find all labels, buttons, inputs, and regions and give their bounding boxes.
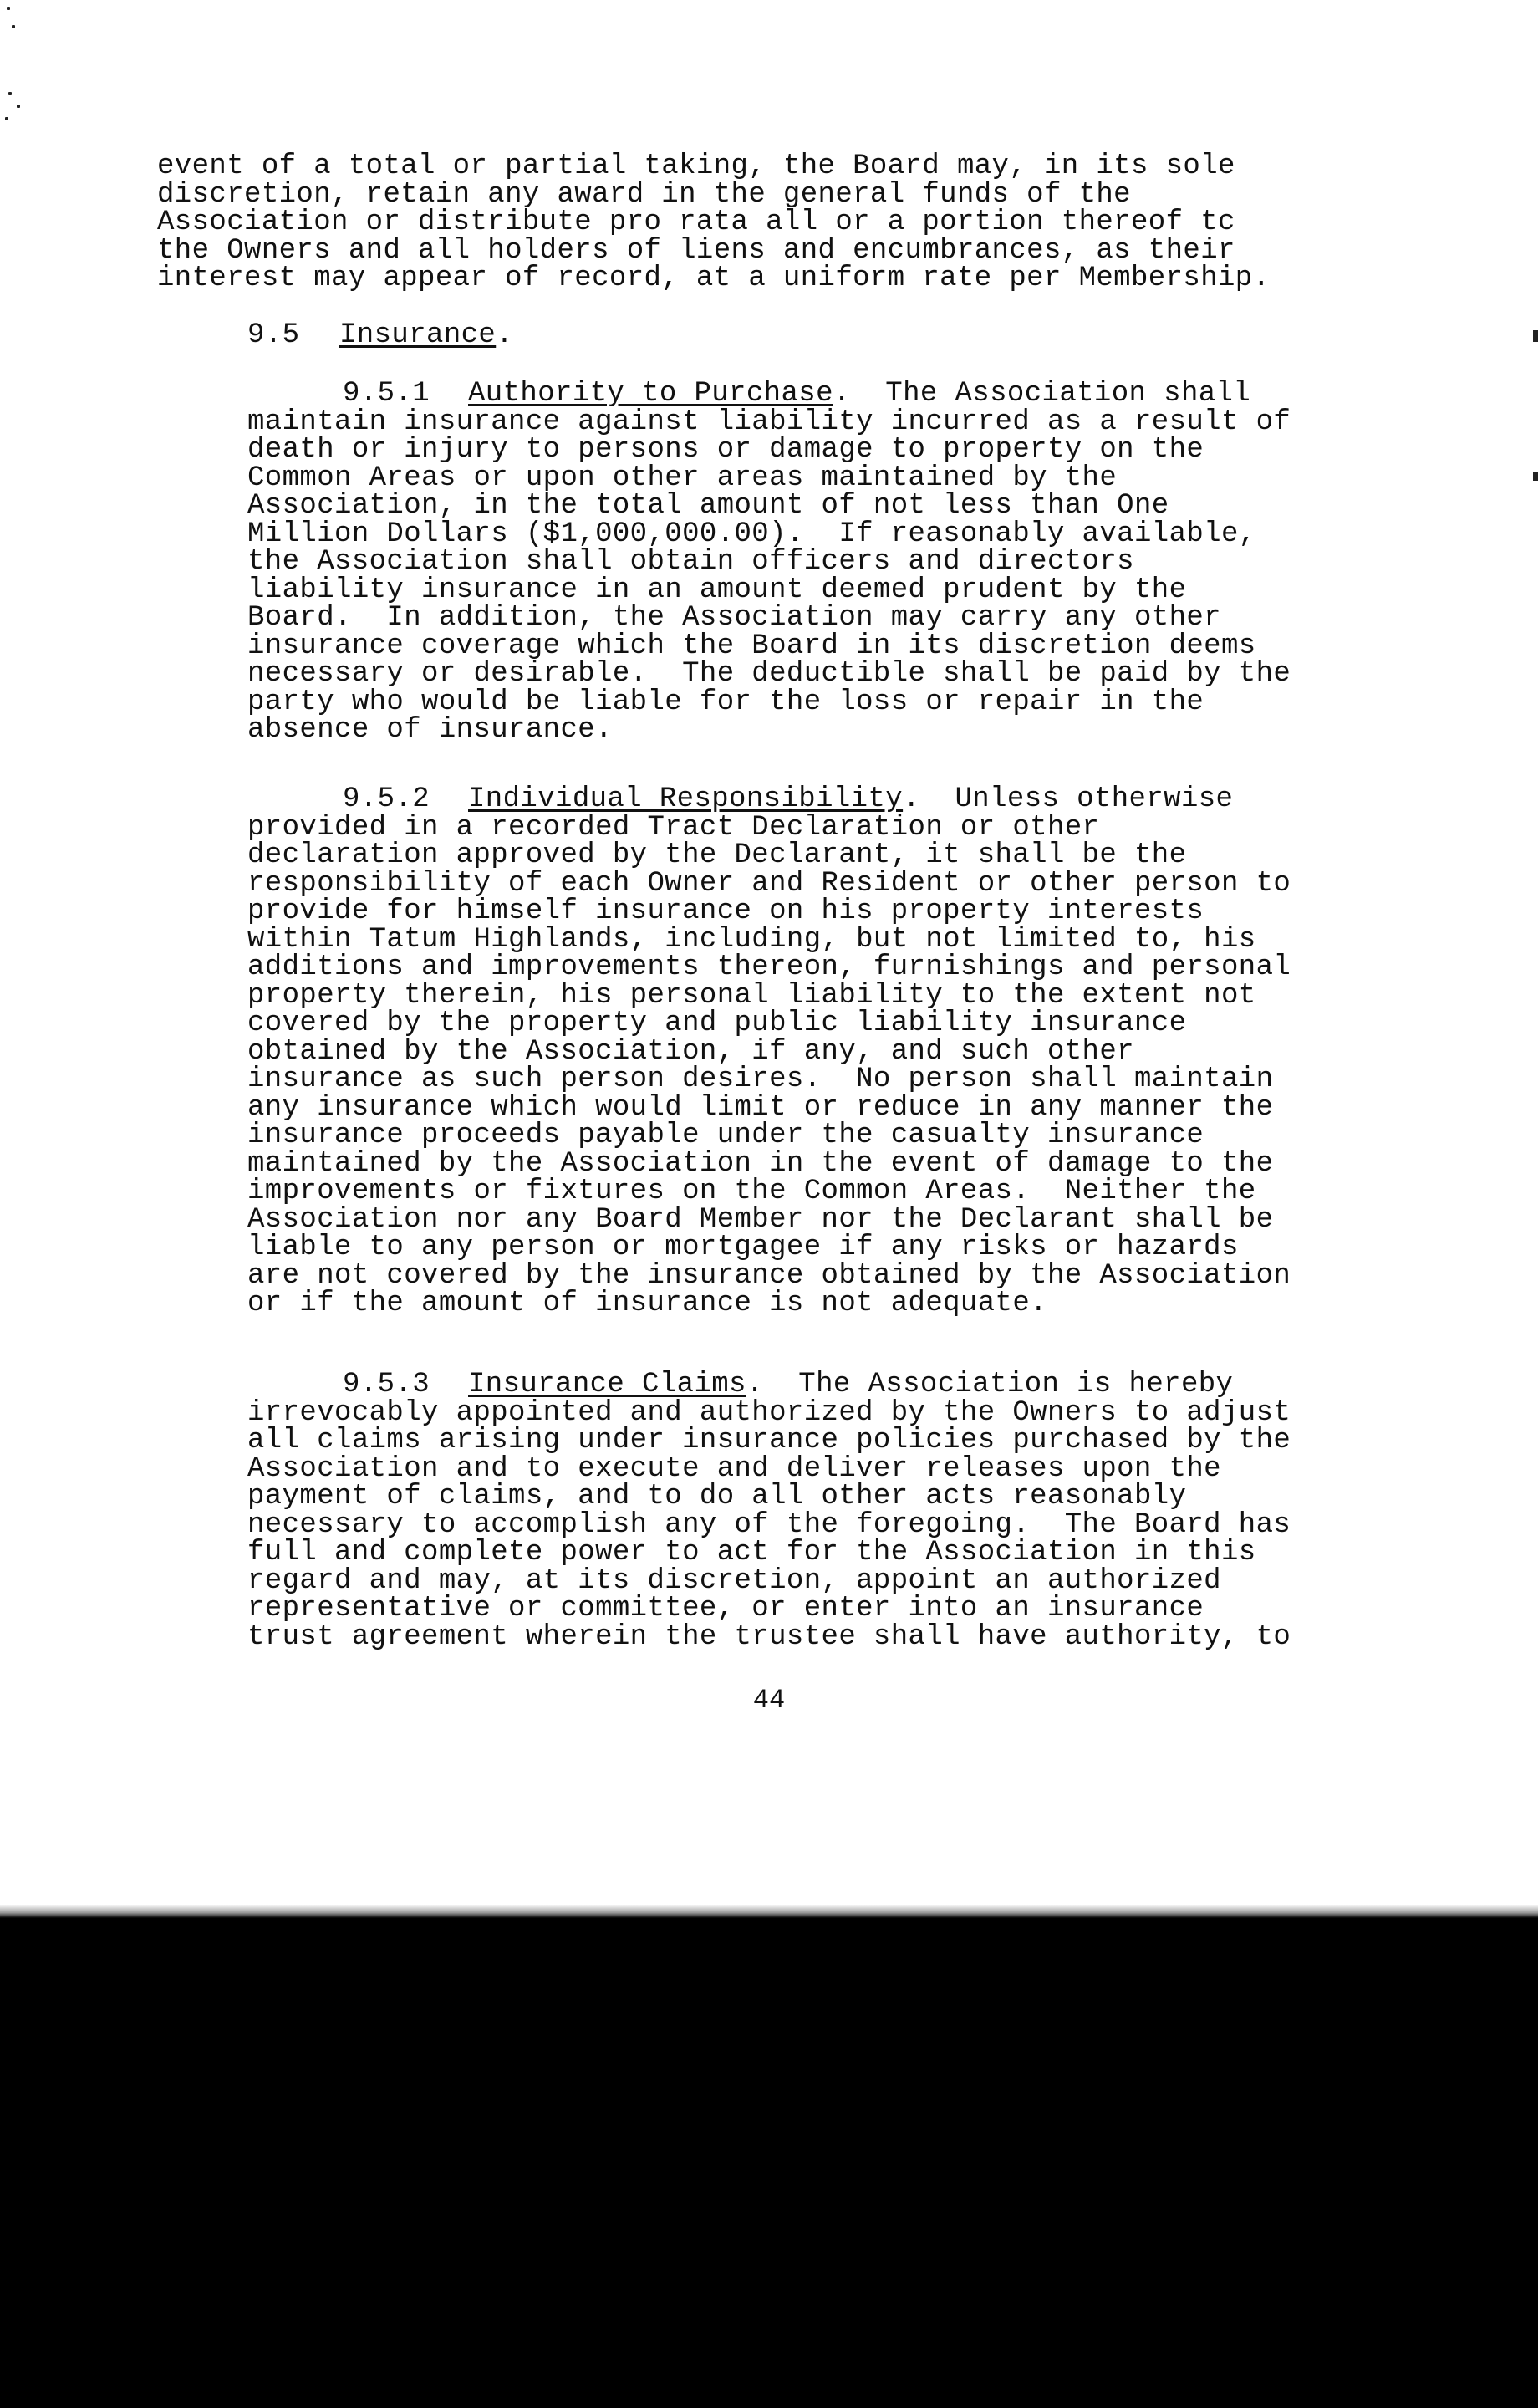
text-line: payment of claims, and to do all other acts reasonably [247, 1481, 1187, 1513]
text-line: property therein, his personal liability to the extent not [247, 979, 1256, 1012]
scan-speck [17, 105, 20, 108]
text-line: the Owners and all holders of liens and encumbrances, as their [157, 234, 1235, 267]
text-line: Million Dollars ($1,000,000.00). If reasonably available, [247, 518, 1256, 550]
text-line: necessary to accomplish any of the foregoing. The Board has [247, 1508, 1291, 1541]
subsection-9-5-3 [247, 1371, 1291, 1651]
text-line: maintain insurance against liability incurred as a result of [247, 406, 1291, 438]
scan-edge-mark [1533, 330, 1538, 342]
text-line: liable to any person or mortgagee if any risks or hazards [247, 1232, 1239, 1263]
text-line: full and complete power to act for the Association in this [247, 1537, 1256, 1569]
text-line: discretion, retain any award in the general funds of the [157, 178, 1131, 211]
section-title: Insurance [339, 319, 497, 351]
text-line: Association nor any Board Member nor the Declarant shall be [247, 1203, 1274, 1236]
scan-speck [8, 92, 12, 95]
text-line: Common Areas or upon other areas maintained by the [247, 462, 1118, 494]
text-line: responsibility of each Owner and Resident or other person to [247, 867, 1291, 900]
section-title-suffix: . [496, 319, 514, 351]
text-line: . The Association shall [833, 378, 1251, 410]
section-heading-9-5 [247, 320, 513, 350]
text-line: or if the amount of insurance is not adequate. [247, 1288, 1047, 1319]
section-number: 9.5 [247, 319, 300, 351]
subsection-number: 9.5.1 [343, 378, 430, 410]
text-line: provided in a recorded Tract Declaration or other [247, 811, 1100, 844]
text-line: death or injury to persons or damage to property on the [247, 434, 1204, 466]
scan-speck [12, 25, 15, 28]
text-line: insurance proceeds payable under the casualty insurance [247, 1120, 1204, 1151]
scan-edge-mark [1533, 472, 1538, 481]
text-line: representative or committee, or enter into an insurance [247, 1593, 1204, 1625]
page-number: 44 [752, 1685, 786, 1716]
subsection-title: Insurance Claims [468, 1369, 746, 1400]
text-line: Association and to execute and deliver releases upon the [247, 1452, 1221, 1485]
text-line: regard and may, at its discretion, appoint an authorized [247, 1564, 1221, 1597]
text-line: Board. In addition, the Association may carry any other [247, 602, 1221, 634]
text-line: the Association shall obtain officers and directors [247, 546, 1134, 578]
text-line: within Tatum Highlands, including, but not limited to, his [247, 923, 1256, 956]
intro-paragraph [157, 150, 1271, 294]
text-line: interest may appear of record, at a uniform rate per Membership. [157, 263, 1271, 294]
subsection-number: 9.5.3 [343, 1369, 430, 1400]
text-line: liability insurance in an amount deemed prudent by the [247, 574, 1187, 606]
text-line: . Unless otherwise [903, 783, 1234, 815]
text-line: obtained by the Association, if any, and such other [247, 1035, 1134, 1068]
subsection-title: Individual Responsibility [468, 783, 904, 815]
text-line: irrevocably appointed and authorized by the Owners to adjust [247, 1396, 1291, 1429]
text-line: provide for himself insurance on his property interests [247, 895, 1204, 927]
text-line: party who would be liable for the loss or repair in the [247, 686, 1204, 718]
text-line: . The Association is hereby [746, 1369, 1234, 1400]
text-line: any insurance which would limit or reduce in any manner the [247, 1091, 1274, 1124]
text-line: insurance as such person desires. No person shall maintain [247, 1064, 1274, 1095]
text-line: insurance coverage which the Board in its discretion deems [247, 630, 1256, 662]
text-line: covered by the property and public liability insurance [247, 1008, 1187, 1039]
text-line: Association or distribute pro rata all or a portion thereof tc [157, 207, 1235, 238]
subsection-9-5-1 [247, 380, 1291, 745]
scan-speck [7, 7, 10, 10]
text-line: improvements or fixtures on the Common Areas. Neither the [247, 1176, 1256, 1207]
scan-bottom-edge [0, 1905, 1538, 1918]
text-line: all claims arising under insurance policies purchased by the [247, 1425, 1291, 1457]
scan-speck [5, 117, 8, 120]
text-line: trust agreement wherein the trustee shall have authority, to [247, 1620, 1291, 1653]
text-line: absence of insurance. [247, 714, 613, 746]
text-line: additions and improvements thereon, furnishings and personal [247, 951, 1291, 983]
text-line: event of a total or partial taking, the Board may, in its sole [157, 150, 1235, 182]
subsection-title: Authority to Purchase [468, 378, 833, 410]
text-line: necessary or desirable. The deductible shall be paid by the [247, 658, 1291, 690]
text-line: maintained by the Association in the event of damage to the [247, 1147, 1274, 1180]
subsection-9-5-2 [247, 783, 1291, 1319]
text-line: declaration approved by the Declarant, it shall be the [247, 839, 1187, 871]
subsection-number: 9.5.2 [343, 783, 430, 815]
text-line: Association, in the total amount of not less than One [247, 490, 1169, 522]
text-line: are not covered by the insurance obtained by the Association [247, 1259, 1291, 1292]
